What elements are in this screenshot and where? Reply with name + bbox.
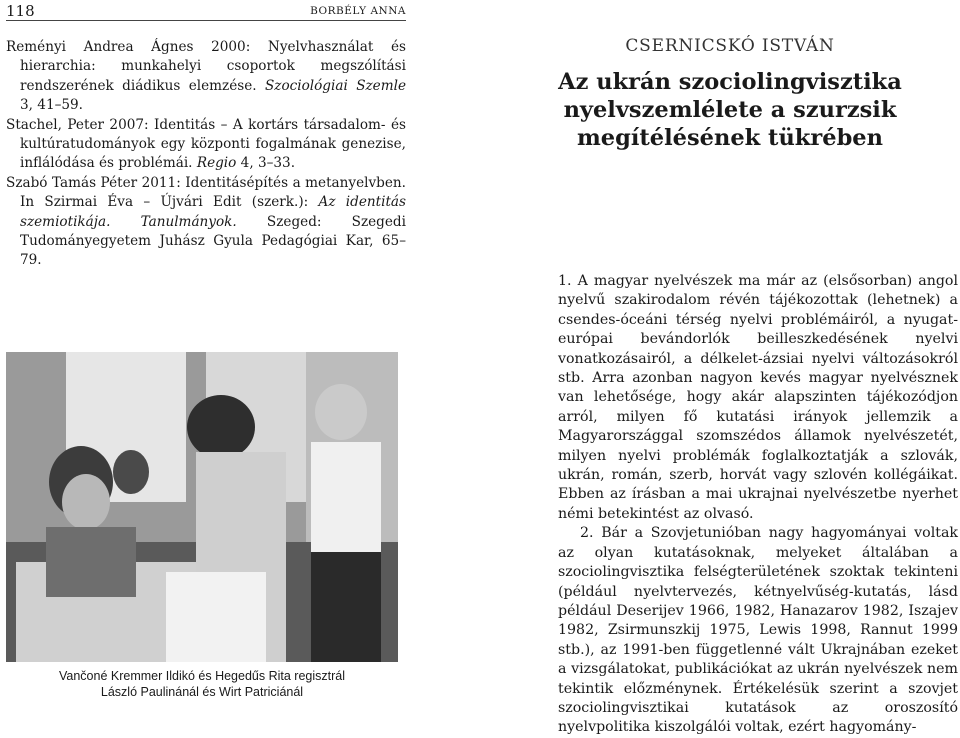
caption-line: László Paulinánál és Wirt Patriciánál: [100, 685, 304, 699]
page-number: 118: [6, 2, 35, 20]
reference-list: [6, 38, 406, 271]
body-paragraph: 2. Bár a Szovjetunióban nagy hagyományai voltak az olyan kutatásoknak, melyeket általában a szociolingvisztika felségterületének szoktak tekinteni (például nyelvtervezés, kétnyelvűség-kutatás, lásd például Deserijev 1966, 1982, Hanazarov 1982, Iszajev 1982, Zsirmunszkij 1975, Lewis 1998, Rannut 1999 stb.), az 1991-ben függetlenné vált Ukrajnában ezeket a vizsgálatokat, publikációkat az ukrán nyelvészek nem tekintik előzménynek. Értékelésük szerint a szovjet szociolingvisztikai kutatások az oroszosító nyelvpolitika kiszolgálói voltak, ezért hagyomány-: [558, 525, 958, 736]
running-head: [6, 2, 406, 20]
reference-entry: Reményi Andrea Ágnes 2000: Nyelvhasználat és hierarchia: munkahelyi csoportok megszólítási rendszerének diádikus elemzése. Szociológiai Szemle 3, 41–59.: [6, 39, 406, 114]
article-body: [558, 272, 958, 738]
caption-line: Vančoné Kremmer Ildikó és Hegedűs Rita regisztrál: [58, 669, 345, 683]
reference-entry: Szabó Tamás Péter 2011: Identitásépítés a metanyelvben. In Szirmai Éva – Újvári Edit (szerk.): Az identitás szemiotikája. Tanulmányok. Szeged: Szegedi Tudományegyetem Juhász Gyula Pedagógiai Kar, 65–79.: [6, 174, 406, 269]
photo-caption: [6, 668, 398, 700]
header-rule: [6, 20, 406, 21]
running-title: BORBÉLY ANNA: [310, 5, 406, 17]
title-line: megítélésének tükrében: [577, 125, 883, 151]
article-title: [500, 68, 960, 152]
body-paragraph: 1. A magyar nyelvészek ma már az (elsősorban) angol nyelvű szakirodalom révén tájékozottak (lehetnek) a csendes-óceáni térség nyelvi problémáiról, a nyugat-európai bevándorlók beilleszkedésének nyelvi vonatkozásairól, a délkelet-ázsiai nyelvi változásokról stb. Arra azonban nagyon kevés magyar nyelvésznek van lehetősége, hogy akár alapszinten tájékozódjon arról, milyen fő kutatási irányok jellemzik a Magyarországgal szomszédos államok nyelvészetét, milyen nyelvi problémák foglalkoztatják a szlovák, ukrán, román, szerb, horvát vagy szlovén kollégáikat. Ebben az írásban a mai ukrajnai nyelvészetbe nyerhet némi betekintést az olvasó.: [558, 273, 958, 522]
right-page: [500, 0, 960, 736]
title-line: nyelvszemlélete a szurzsik: [563, 97, 897, 123]
reference-entry: Stachel, Peter 2007: Identitás – A kortárs társadalom- és kultúratudományok egy központi fogalmának genezise, inflálódása és problémái. Regio 4, 3–33.: [6, 116, 406, 172]
article-author: CSERNICSKÓ ISTVÁN: [625, 36, 835, 56]
registration-photo: [6, 352, 398, 662]
title-line: Az ukrán szociolingvisztika: [558, 69, 902, 95]
left-page: [0, 0, 412, 706]
